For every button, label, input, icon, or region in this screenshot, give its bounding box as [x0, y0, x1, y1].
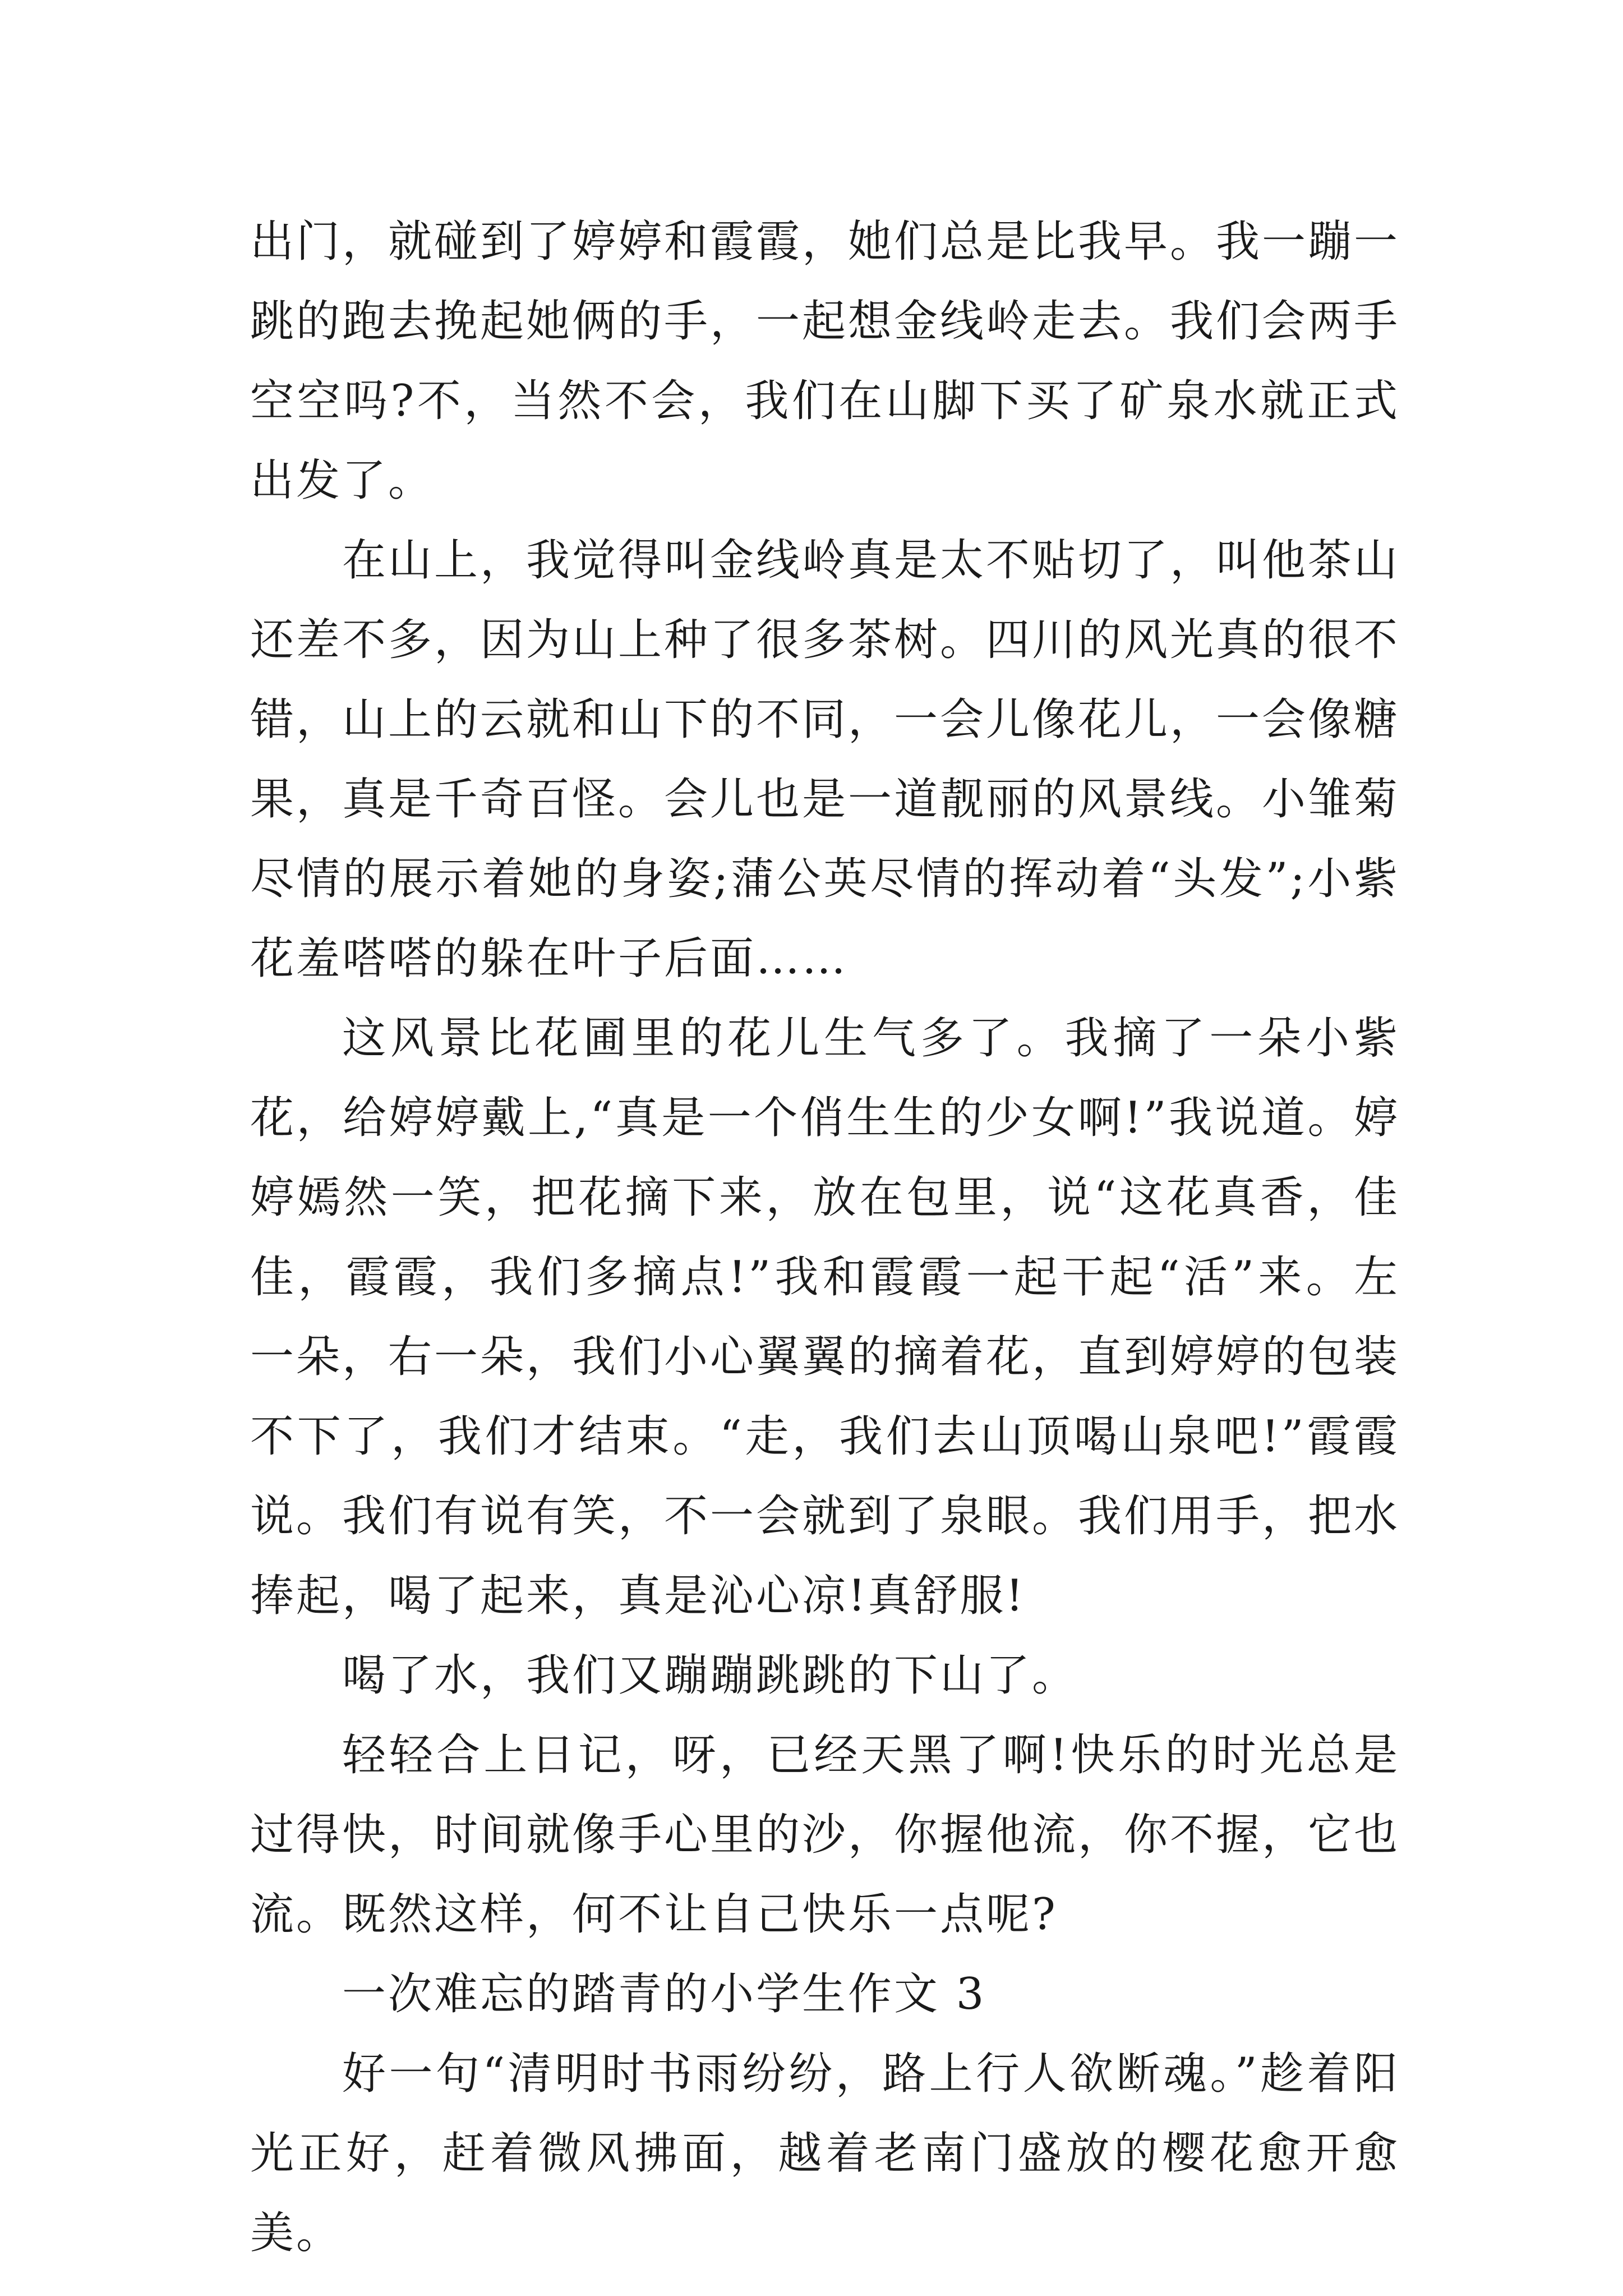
paragraph-3: 这风景比花圃里的花儿生气多了。我摘了一朵小紫花，给婷婷戴上,“真是一个俏生生的少女啊!”我说道。婷婷嫣然一笑，把花摘下来，放在包里，说“这花真香，佳佳，霞霞，我们多摘点!”我和霞霞一起干起“活”来。左一朵，右一朵，我们小心翼翼的摘着花，直到婷婷的包装不下了，我们才结束。“走，我们去山顶喝山泉吧!”霞霞说。我们有说有笑，不一会就到了泉眼。我们用手，把水捧起，喝了起来，真是沁心凉!真舒服! — [250, 1013, 1400, 1621]
paragraph-2: 在山上，我觉得叫金线岭真是太不贴切了，叫他茶山还差不多，因为山上种了很多茶树。四川的风光真的很不错，山上的云就和山下的不同，一会儿像花儿，一会像糖果，真是千奇百怪。会儿也是一道靓丽的风景线。小雏菊尽情的展示着她的身姿;蒲公英尽情的挥动着“头发”;小紫花羞嗒嗒的躲在叶子后面…… — [250, 535, 1400, 984]
paragraph-1: 出门，就碰到了婷婷和霞霞，她们总是比我早。我一蹦一跳的跑去挽起她俩的手，一起想金线岭走去。我们会两手空空吗?不，当然不会，我们在山脚下买了矿泉水就正式出发了。 — [250, 217, 1400, 506]
paragraph-6: 好一句“清明时书雨纷纷，路上行人欲断魂。”趁着阳光正好，赶着微风拂面，越着老南门盛放的樱花愈开愈美。 — [250, 2049, 1400, 2258]
section-heading: 一次难忘的踏青的小学生作文 3 — [342, 1969, 986, 2019]
paragraph-5: 轻轻合上日记，呀，已经天黑了啊!快乐的时光总是过得快，时间就像手心里的沙，你握他流，你不握，它也流。既然这样，何不让自己快乐一点呢? — [250, 1730, 1400, 1940]
text-column — [250, 202, 1400, 2273]
paragraph-4: 喝了水，我们又蹦蹦跳跳的下山了。 — [342, 1650, 1078, 1701]
